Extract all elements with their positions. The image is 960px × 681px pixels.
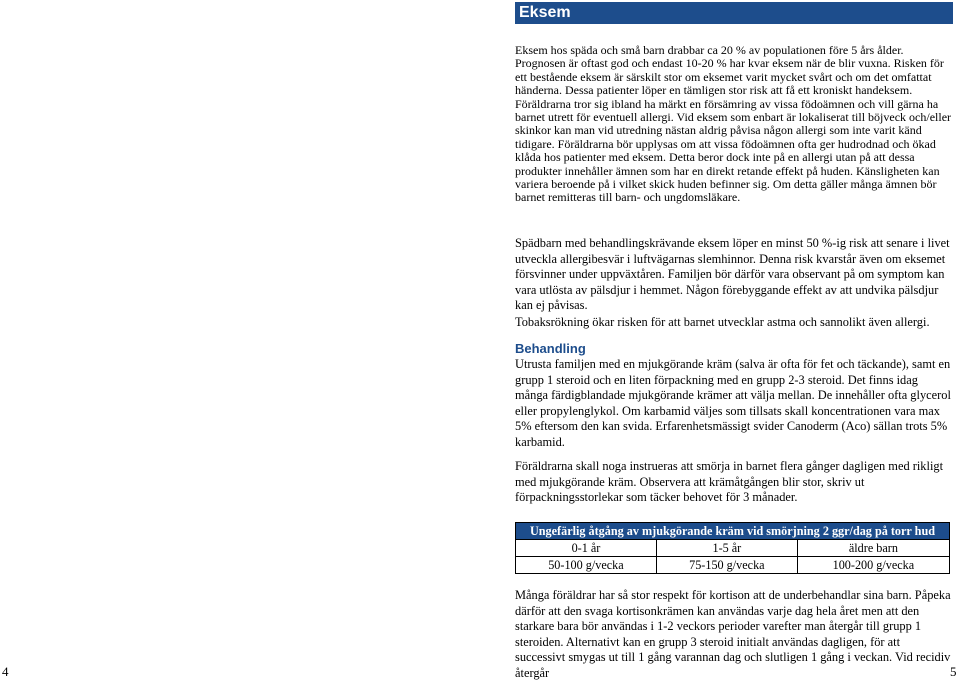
table-header-cell: 1-5 år [656,540,797,557]
page-number-right: 5 [950,664,957,679]
paragraph-instructions: Föräldrarna skall noga instrueras att smörja in barnet flera gånger dagligen med rikligt med mjukgörande kräm. Observera att krämåtgången blir stor, skriv ut förpackningsstorlekar som täcker behovet för 3 månader. [515,459,944,504]
heading-behandling: Behandling [515,341,586,356]
table-header-row [516,540,950,557]
table-cell: 75-150 g/vecka [656,557,797,574]
page-number-left: 4 [2,664,9,679]
table-header-cell: äldre barn [797,540,949,557]
table-row [516,557,950,574]
section-title-banner: Eksem [515,2,953,24]
table-cell: 50-100 g/vecka [516,557,657,574]
table-cell: 100-200 g/vecka [797,557,949,574]
paragraph-smoking: Tobaksrökning ökar risken för att barnet utvecklar astma och sannolikt även allergi. [515,315,930,329]
table-title-row [516,523,950,540]
table-header-cell: 0-1 år [516,540,657,557]
paragraph-intro: Eksem hos späda och små barn drabbar ca 20 % av populationen före 5 års ålder. Prognosen är oftast god och endast 10-20 % har kvar eksem när de blir vuxna. Risken för ett bestående eksem är särskilt stor om eksemet varit mycket svårt och om det omfattat händerna. Dessa patienter löper en tämligen stor risk att få ett kroniskt handeksem. Föräldrarna tror sig ibland ha märkt en försämring av vissa födoämnen och vill gärna ha barnet utrett för eventuell allergi. Vid eksem som enbart är lokaliserat till böjveck och/eller skinkor kan man vid utredning nästan aldrig påvisa någon allergi som inte varit känd tidigare. Föräldrarna bör upplysas om att vissa födoämnen ofta ger hudrodnad och ökad klåda hos patienter med eksem. Detta beror dock inte på en allergi utan på att dessa produkter innehåller ämnen som har en direkt retande effekt på huden. Känsligheten kan variera beroende på i vilket skick huden befinner sig. Om detta gäller många ämnen bör barnet remitteras till barn- och ungdomsläkare. [515,43,952,205]
paragraph-cortisone: Många föräldrar har så stor respekt för kortison att de underbehandlar sina barn. Påpeka därför att den svaga kortisonkrämen kan användas varje dag hela året men att den starkare bara bör användas i 1-2 veckors perioder varefter man återgår till grupp 1 steroiden. Alternativt kan en grupp 3 steroid initialt användas dagligen, för att successivt smygas ut till 1 gång varannan dag och slutligen 1 gång i veckan. Vid recidiv återgår [515,588,951,680]
paragraph-treatment: Utrusta familjen med en mjukgörande kräm (salva är ofta för fet och täckande), samt en grupp 1 steroid och en liten förpackning med en grupp 2-3 steroid. Det finns idag många färdigblandade mjukgörande krämer att välja mellan. De innehåller ofta glycerol eller propylenglykol. Om karbamid väljes som tillsats skall koncentrationen vara max 5% eftersom den kan svida. Erfarenhetsmässigt svider Canoderm (Aco) sällan trots 5% karbamid. [515,357,951,449]
paragraph-allergy-risk: Spädbarn med behandlingskrävande eksem löper en minst 50 %-ig risk att senare i livet utveckla allergibesvär i luftvägarnas slemhinnor. Denna risk kvarstår även om eksemet försvinner under uppväxtåren. Familjen bör därför vara observant på om symptom kan vara utlösta av pälsdjur i hemmet. Någon förebyggande effekt av att undvika pälsdjur kan ej påvisas. [515,236,950,312]
table-title: Ungefärlig åtgång av mjukgörande kräm vid smörjning 2 ggr/dag på torr hud [516,523,950,540]
cream-usage-table [515,522,950,574]
